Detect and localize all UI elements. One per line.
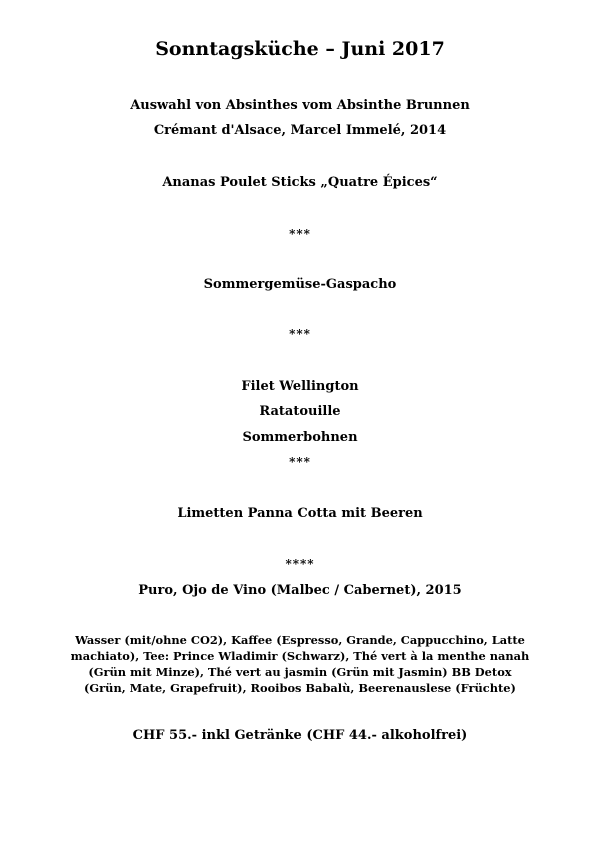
apero-cremant: Crémant d'Alsace, Marcel Immelé, 2014 (153, 123, 447, 138)
course-separator: **** (285, 557, 315, 571)
dessert-course: Limetten Panna Cotta mit Beeren (177, 506, 423, 521)
main-course-bohnen: Sommerbohnen (242, 430, 358, 445)
apero-absinthe: Auswahl von Absinthes vom Absinthe Brunnen (130, 98, 470, 113)
course-separator: *** (289, 327, 311, 341)
course-separator: *** (289, 455, 311, 469)
main-course-ratatouille: Ratatouille (259, 404, 341, 419)
starter-course: Sommergemüse-Gaspacho (203, 277, 397, 292)
page-title: Sonntagsküche – Juni 2017 (155, 38, 445, 60)
drinks-list: Wasser (mit/ohne CO2), Kaffee (Espresso, Grande, Cappucchino, Latte machiato), Tee: Prince Wladimir (Schwarz), Thé vert à la menthe nanah (Grün mit Minze), Thé vert au jasmin (Grün mit Jasmin) BB Detox (Grün, Mate, Grapefruit), Rooibos Babalù, Beerenauslese (Früchte) (70, 633, 530, 695)
price-line: CHF 55.- inkl Getränke (CHF 44.- alkoholfrei) (132, 728, 468, 743)
main-course-filet: Filet Wellington (241, 379, 359, 394)
amuse-bouche: Ananas Poulet Sticks „Quatre Épices“ (162, 175, 438, 190)
course-separator: *** (289, 227, 311, 241)
wine-pairing: Puro, Ojo de Vino (Malbec / Cabernet), 2015 (138, 583, 462, 598)
